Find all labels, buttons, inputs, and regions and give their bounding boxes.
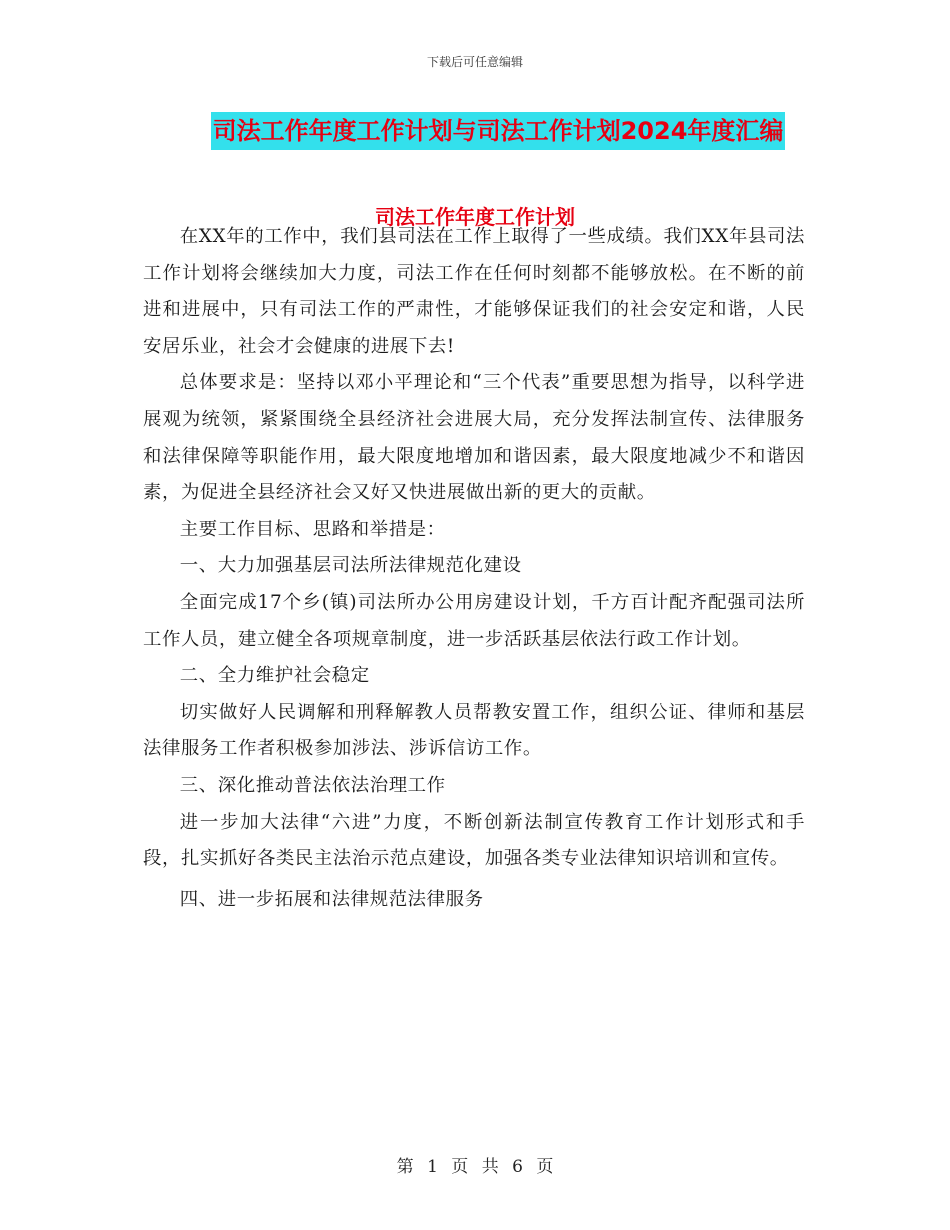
heading-item-2: 二、全力维护社会稳定	[179, 665, 370, 687]
page-number: 第 1 页 共 6 页	[396, 1157, 554, 1177]
paragraph-item-2: 切实做好人民调解和刑释解教人员帮教安置工作，组织公证、律师和基层法律服务工作者积极参加涉法、涉诉信访工作。	[143, 701, 805, 760]
section-title: 司法工作年度工作计划	[375, 205, 575, 229]
paragraph-general-requirements: 总体要求是：坚持以邓小平理论和“三个代表”重要思想为指导，以科学进展观为统领，紧紧围绕全县经济社会进展大局，充分发挥法制宣传、法律服务和法律保障等职能作用，最大限度地增加和谐因素，最大限度地减少不和谐因素，为促进全县经济社会又好又快进展做出新的更大的贡献。	[143, 372, 805, 504]
paragraph-main-goals: 主要工作目标、思路和举措是：	[179, 518, 446, 540]
heading-item-3: 三、深化推动普法依法治理工作	[179, 774, 446, 796]
document-title-container	[0, 112, 950, 150]
document-title: 司法工作年度工作计划与司法工作计划2024年度汇编	[211, 112, 786, 150]
paragraph-item-3: 进一步加大法律“六进”力度，不断创新法制宣传教育工作计划形式和手段，扎实抓好各类民主法治示范点建设，加强各类专业法律知识培训和宣传。	[143, 811, 805, 870]
paragraph-item-1: 全面完成17个乡(镇)司法所办公用房建设计划，千方百计配齐配强司法所工作人员，建立健全各项规章制度，进一步活跃基层依法行政工作计划。	[143, 591, 805, 650]
paragraph-intro: 在XX年的工作中，我们县司法在工作上取得了一些成绩。我们XX年县司法工作计划将会继续加大力度，司法工作在任何时刻都不能够放松。在不断的前进和进展中，只有司法工作的严肃性，才能够保证我们的社会安定和谐，人民安居乐业，社会才会健康的进展下去!	[143, 226, 805, 357]
header-note: 下载后可任意编辑	[426, 55, 523, 69]
heading-item-1: 一、大力加强基层司法所法律规范化建设	[179, 555, 522, 577]
document-body	[143, 219, 805, 918]
heading-item-4: 四、进一步拓展和法律规范法律服务	[179, 888, 484, 910]
